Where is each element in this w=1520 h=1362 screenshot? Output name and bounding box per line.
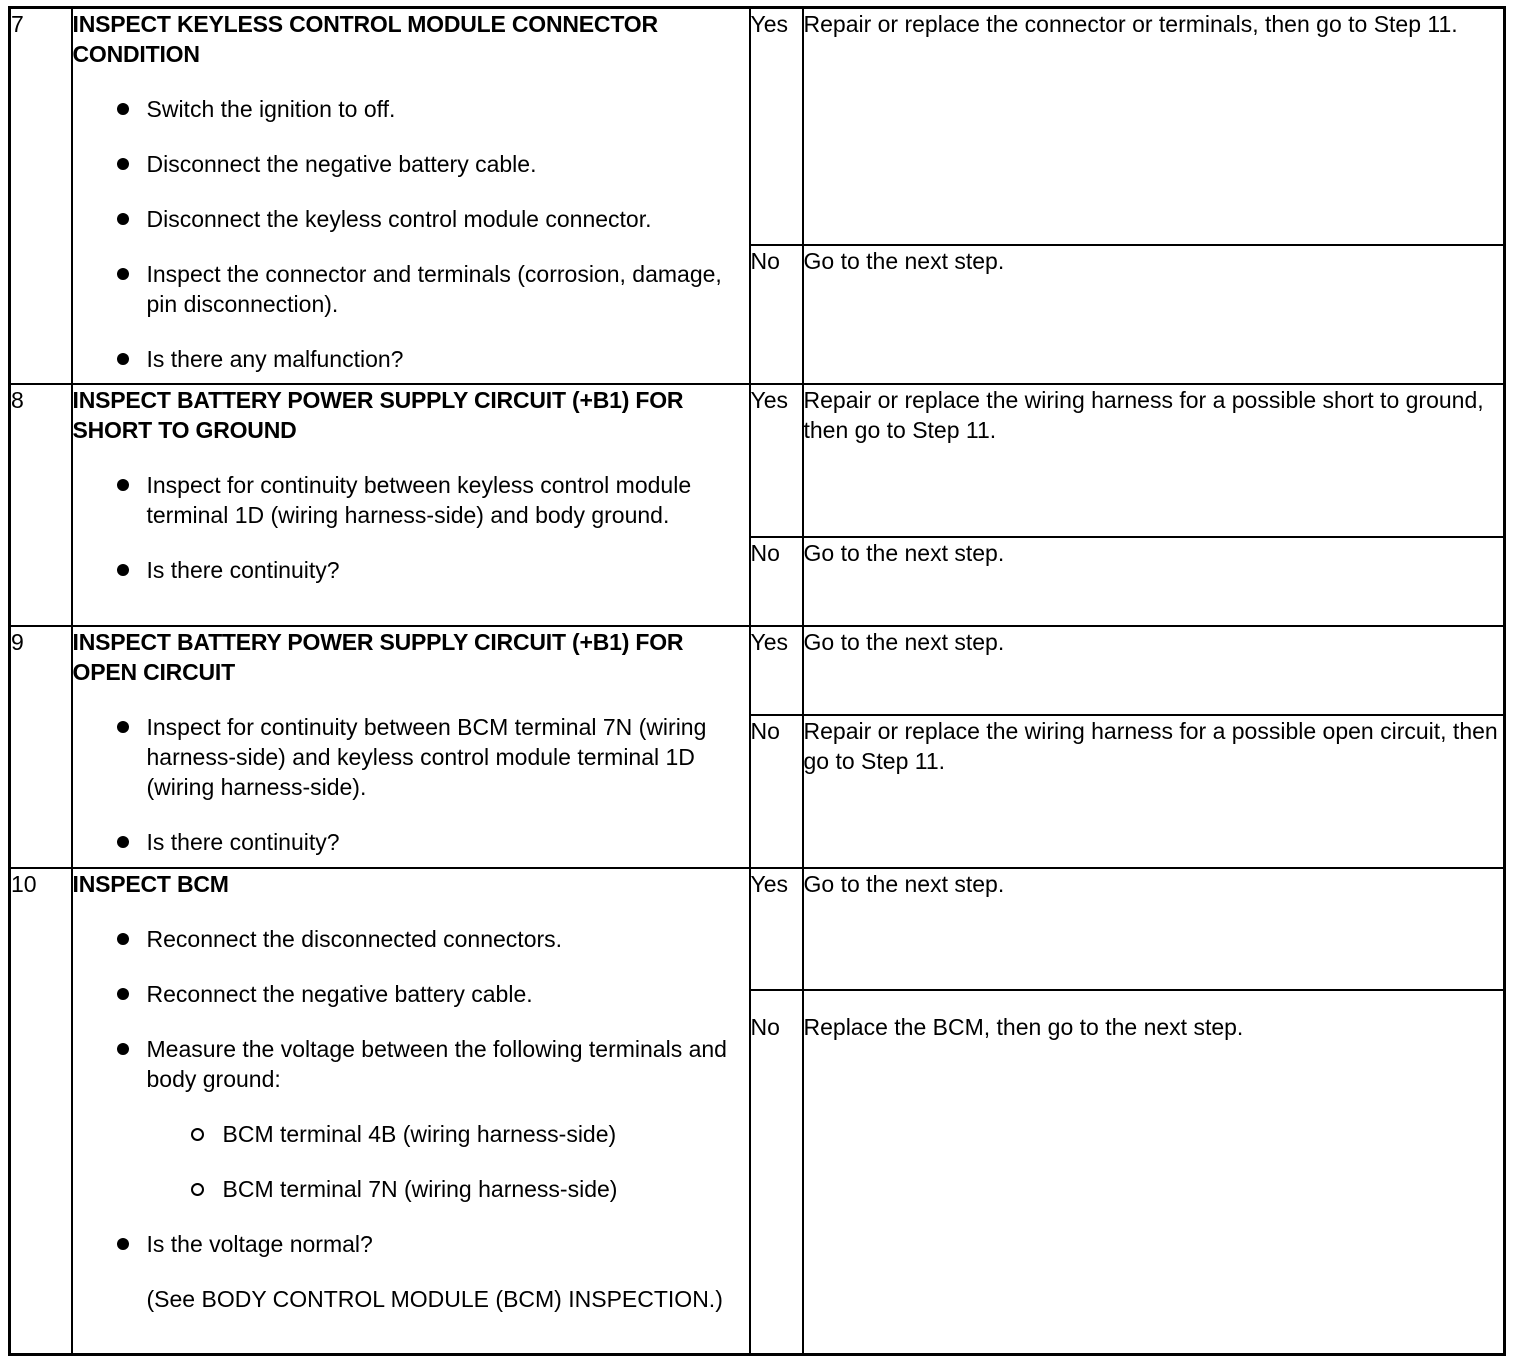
list-item: Is there continuity? xyxy=(73,827,749,857)
no-label: No xyxy=(750,990,803,1355)
list-item: Is there continuity? xyxy=(73,555,749,585)
list-item: Switch the ignition to off. xyxy=(73,94,749,124)
step-title: INSPECT BATTERY POWER SUPPLY CIRCUIT (+B1) FOR OPEN CIRCUIT xyxy=(72,628,684,685)
step-title: INSPECT BATTERY POWER SUPPLY CIRCUIT (+B1) FOR SHORT TO GROUND xyxy=(72,386,684,443)
list-item-text: Measure the voltage between the following terminals and body ground: xyxy=(146,1035,727,1092)
no-result: Replace the BCM, then go to the next step. xyxy=(803,990,1505,1355)
list-item: Reconnect the disconnected connectors. xyxy=(73,924,749,954)
list-item: Is the voltage normal? xyxy=(73,1229,749,1259)
yes-label: Yes xyxy=(750,626,803,715)
step-number: 9 xyxy=(10,626,72,868)
yes-label: Yes xyxy=(750,868,803,990)
list-item: Is there any malfunction? xyxy=(73,344,749,374)
list-item: Disconnect the keyless control module connector. xyxy=(73,204,749,234)
yes-result: Go to the next step. xyxy=(803,868,1505,990)
list-item: Disconnect the negative battery cable. xyxy=(73,149,749,179)
step-title: INSPECT KEYLESS CONTROL MODULE CONNECTOR CONDITION xyxy=(72,11,658,67)
step-action xyxy=(72,626,750,868)
table-row xyxy=(10,626,1505,715)
step-number: 7 xyxy=(10,8,72,384)
yes-result: Repair or replace the wiring harness for a possible short to ground, then go to Step 11. xyxy=(803,384,1505,537)
list-item: Inspect the connector and terminals (corrosion, damage, pin disconnection). xyxy=(73,259,749,319)
diagnostic-procedure-table xyxy=(8,6,1506,1356)
no-result: Repair or replace the wiring harness for a possible open circuit, then go to Step 11. xyxy=(803,715,1505,868)
step-action xyxy=(72,384,750,626)
step-checklist xyxy=(73,94,749,374)
no-label: No xyxy=(750,715,803,868)
list-item xyxy=(73,1034,749,1204)
step-action xyxy=(72,868,750,1355)
table-row xyxy=(10,868,1505,990)
sub-list-item: BCM terminal 7N (wiring harness-side) xyxy=(147,1174,749,1204)
step-checklist xyxy=(73,712,749,857)
table-row xyxy=(10,384,1505,537)
step-number: 10 xyxy=(10,868,72,1355)
step-checklist xyxy=(73,924,749,1314)
terminal-sublist xyxy=(147,1119,749,1204)
list-item: Inspect for continuity between keyless control module terminal 1D (wiring harness-side) and body ground. xyxy=(73,470,749,530)
no-result: Go to the next step. xyxy=(803,245,1505,384)
yes-label: Yes xyxy=(750,384,803,537)
list-item: Reconnect the negative battery cable. xyxy=(73,979,749,1009)
reference-note: (See BODY CONTROL MODULE (BCM) INSPECTION.) xyxy=(146,1285,723,1312)
step-number: 8 xyxy=(10,384,72,626)
step-checklist xyxy=(73,470,749,585)
sub-list-item: BCM terminal 4B (wiring harness-side) xyxy=(147,1119,749,1149)
yes-label: Yes xyxy=(750,8,803,245)
list-item: Inspect for continuity between BCM terminal 7N (wiring harness-side) and keyless control module terminal 1D (wiring harness-side). xyxy=(73,712,749,802)
no-result: Go to the next step. xyxy=(803,537,1505,626)
step-title: INSPECT BCM xyxy=(72,870,229,897)
yes-result: Repair or replace the connector or terminals, then go to Step 11. xyxy=(803,8,1505,245)
step-action xyxy=(72,8,750,384)
table-row xyxy=(10,8,1505,245)
yes-result: Go to the next step. xyxy=(803,626,1505,715)
no-label: No xyxy=(750,537,803,626)
no-label: No xyxy=(750,245,803,384)
